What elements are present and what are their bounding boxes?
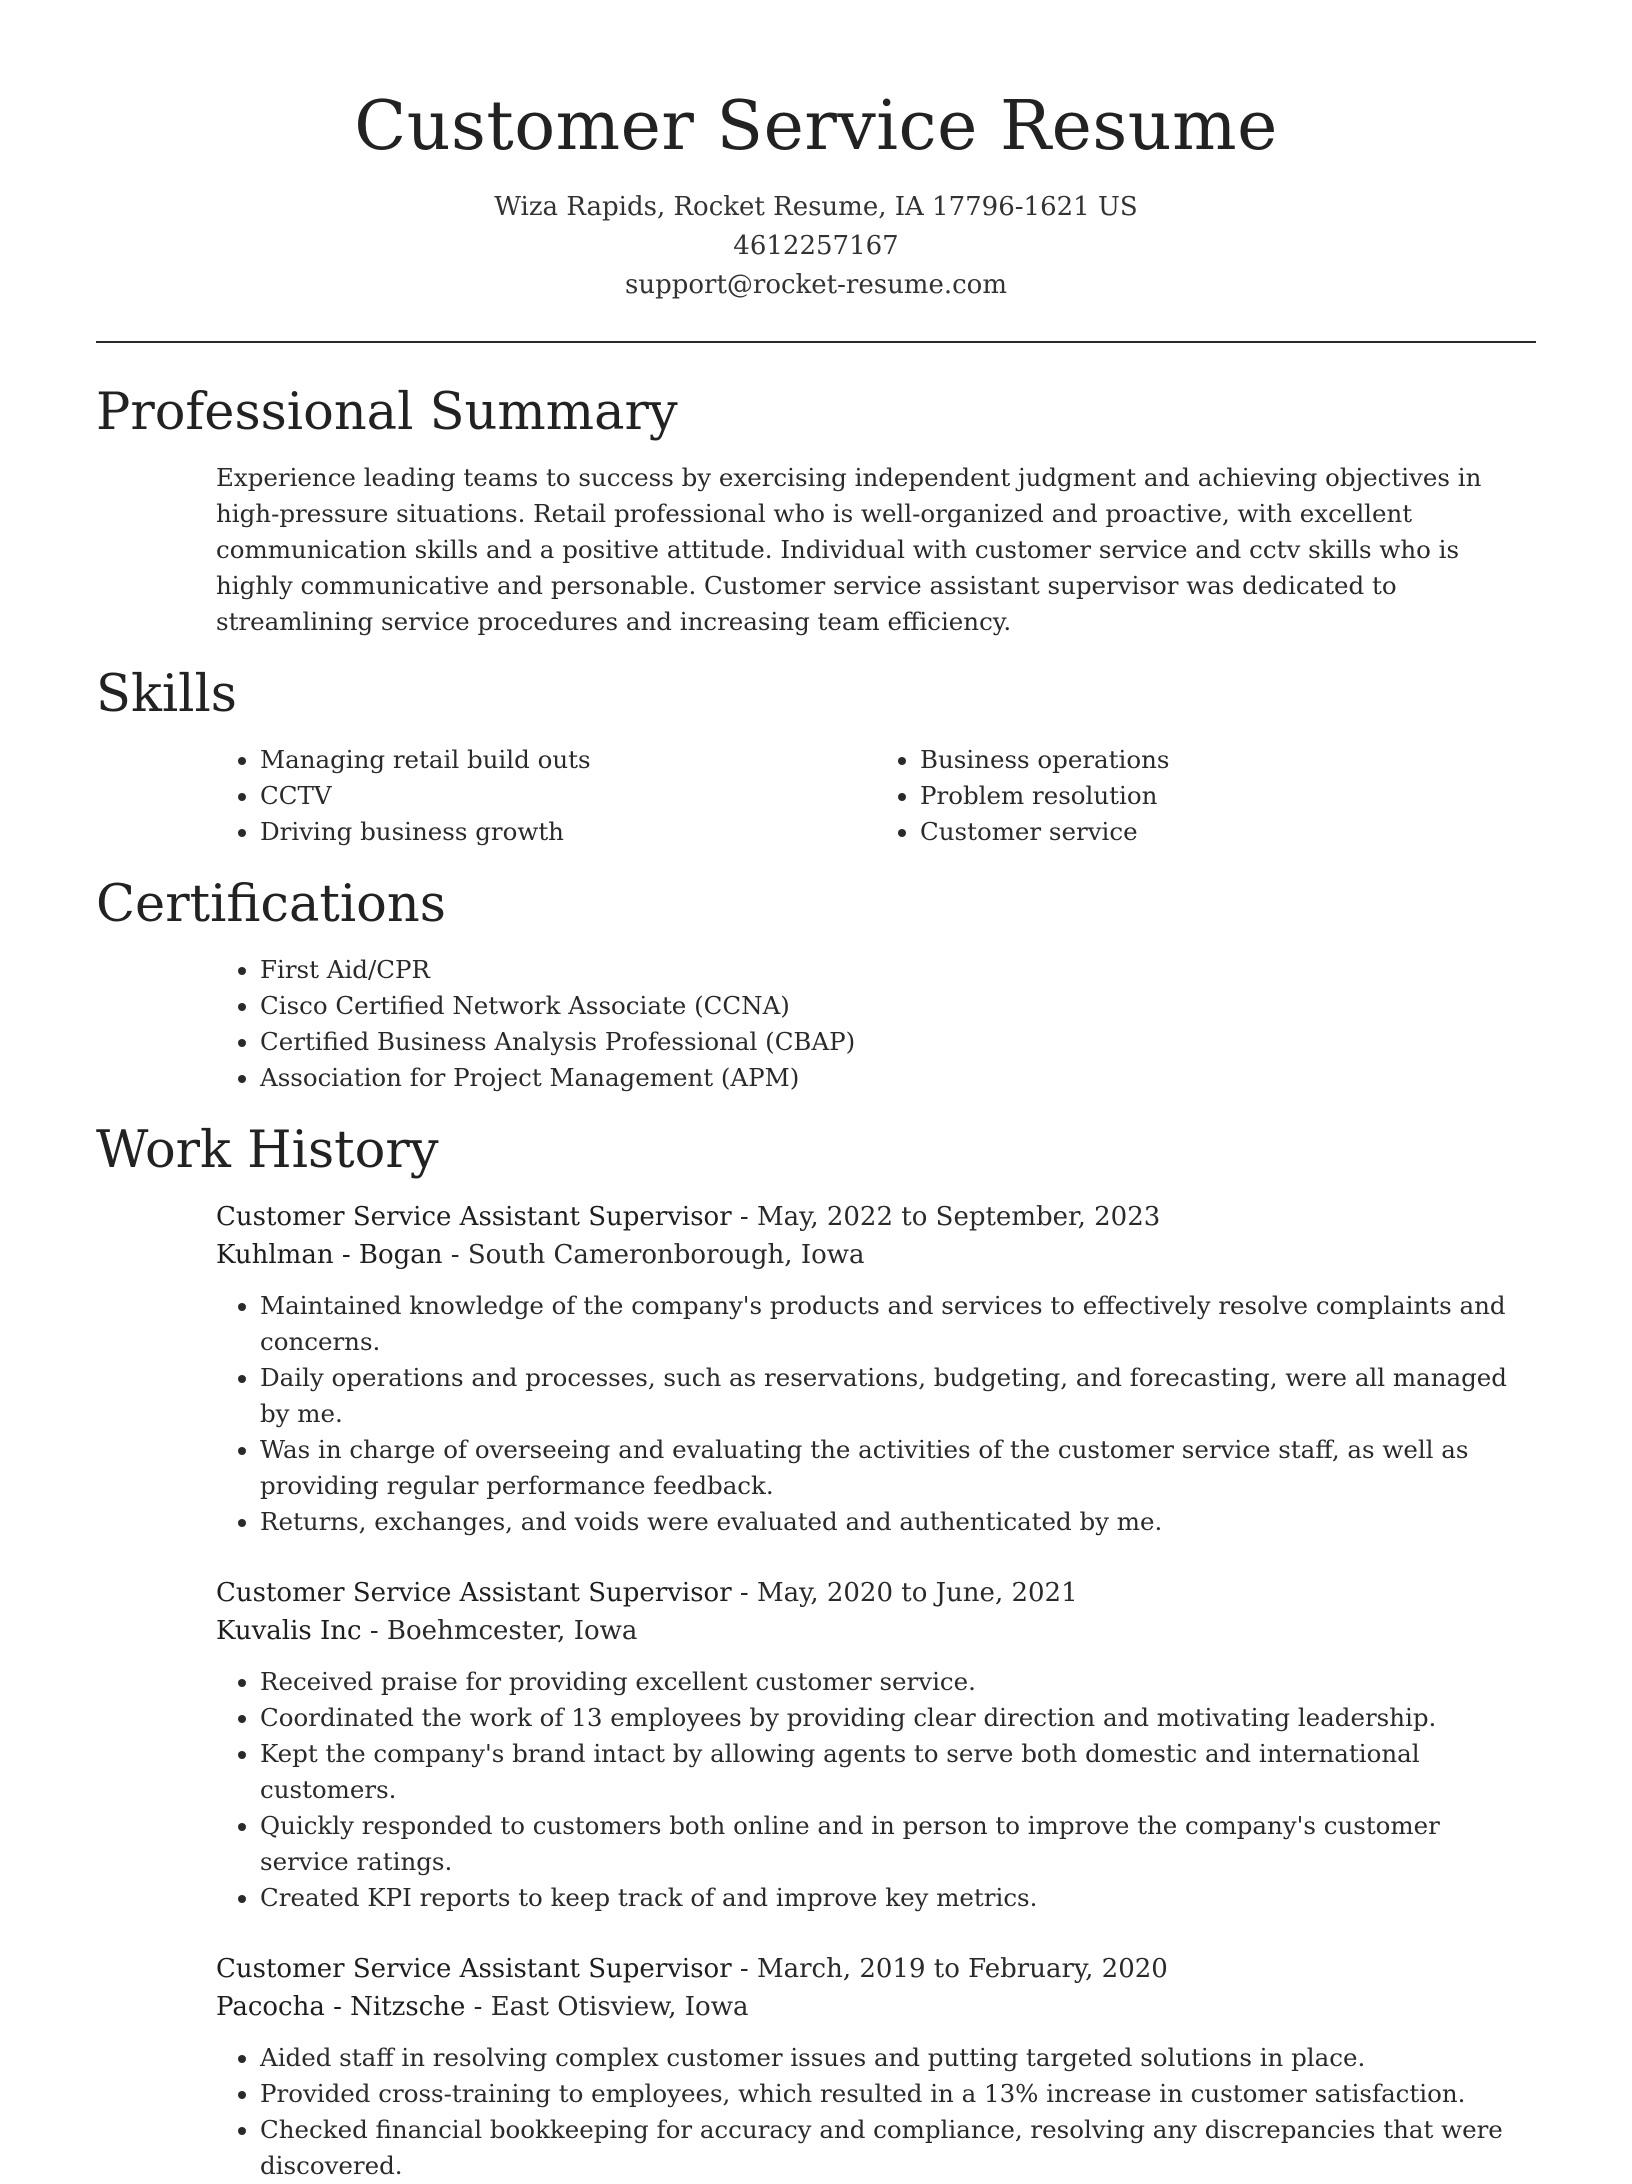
job-title-line: [216, 1198, 1536, 1236]
skill-item: • CCTV: [260, 778, 876, 814]
work-history-section: [96, 1118, 1536, 2184]
summary-text: Experience leading teams to success by exercising independent judgment and achieving objectives in high-pressure situations. Retail professional who is well-organized and proactive, with excellent communication skills and a positive attitude. Individual with customer service and cctv skills who is highly communicative and personable. Customer service assistant supervisor was dedicated to streamlining service procedures and increasing team efficiency.: [216, 463, 1482, 636]
job-bullet: • Aided staff in resolving complex customer issues and putting targeted solutions in place.: [260, 2040, 1536, 2076]
skill-item: • Driving business growth: [260, 814, 876, 850]
work-history-heading: Work History: [96, 1121, 439, 1180]
job-location: - South Cameronborough, Iowa: [442, 1240, 865, 1270]
certifications-section: [96, 872, 1536, 1096]
job-company: Pacocha - Nitzsche: [216, 1992, 466, 2022]
certification-item: • Association for Project Management (APM): [260, 1060, 1536, 1096]
job-bullet: • Coordinated the work of 13 employees by providing clear direction and motivating leadership.: [260, 1700, 1536, 1736]
skills-section: [96, 662, 1536, 850]
resume-title: Customer Service Resume: [354, 87, 1278, 166]
certifications-heading: Certifications: [96, 875, 446, 934]
job-bullet: • Returns, exchanges, and voids were evaluated and authenticated by me.: [260, 1504, 1536, 1540]
job-dates: - May, 2022 to September, 2023: [731, 1202, 1161, 1232]
skill-item: • Customer service: [920, 814, 1536, 850]
job-bullets: [216, 2040, 1536, 2184]
job-dates: - May, 2020 to June, 2021: [731, 1578, 1078, 1608]
job-bullet: • Provided cross-training to employees, which resulted in a 13% increase in customer satisfaction.: [260, 2076, 1536, 2112]
contact-email: support@rocket-resume.com: [624, 270, 1007, 300]
certification-item: • Certified Business Analysis Professional (CBAP): [260, 1024, 1536, 1060]
job-role: Customer Service Assistant Supervisor: [216, 1202, 732, 1232]
job-company-line: [216, 1612, 1536, 1650]
skill-item: • Managing retail build outs: [260, 742, 876, 778]
job-role: Customer Service Assistant Supervisor: [216, 1954, 732, 1984]
skill-item: • Business operations: [920, 742, 1536, 778]
job-title-line: [216, 1950, 1536, 1988]
job-company-line: [216, 1988, 1536, 2026]
job-bullet: • Kept the company's brand intact by allowing agents to serve both domestic and international customers.: [260, 1736, 1536, 1808]
resume-body: [96, 380, 1536, 2184]
job-company: Kuhlman - Bogan: [216, 1240, 443, 1270]
resume-header: [0, 0, 1632, 305]
job-location: - East Otisview, Iowa: [465, 1992, 749, 2022]
header-divider: [96, 341, 1536, 343]
summary-heading: Professional Summary: [96, 383, 678, 442]
summary-section: [96, 380, 1536, 640]
job-bullets: [216, 1664, 1536, 1916]
job-dates: - March, 2019 to February, 2020: [731, 1954, 1168, 1984]
contact-address: Wiza Rapids, Rocket Resume, IA 17796-1621 US: [494, 192, 1138, 222]
skills-heading: Skills: [96, 665, 237, 724]
skill-item: • Problem resolution: [920, 778, 1536, 814]
job-bullet: • Received praise for providing excellent customer service.: [260, 1664, 1536, 1700]
job-entry: [216, 1574, 1536, 1916]
skills-column-right: [876, 742, 1536, 850]
job-role: Customer Service Assistant Supervisor: [216, 1578, 732, 1608]
certifications-list: [216, 952, 1536, 1096]
job-location: - Boehmcester, Iowa: [361, 1616, 638, 1646]
job-company: Kuvalis Inc: [216, 1616, 362, 1646]
skills-grid: [216, 742, 1536, 850]
job-entry: [216, 1198, 1536, 1540]
job-bullet: • Quickly responded to customers both online and in person to improve the company's customer service ratings.: [260, 1808, 1536, 1880]
contact-phone: 4612257167: [733, 231, 899, 261]
skills-column-left: [216, 742, 876, 850]
job-entry: [216, 1950, 1536, 2184]
job-bullet: • Checked financial bookkeeping for accuracy and compliance, resolving any discrepancies that were discovered.: [260, 2112, 1536, 2184]
job-bullet: • Maintained knowledge of the company's products and services to effectively resolve complaints and concerns.: [260, 1288, 1536, 1360]
job-company-line: [216, 1236, 1536, 1274]
certification-item: • First Aid/CPR: [260, 952, 1536, 988]
job-bullet: • Was in charge of overseeing and evaluating the activities of the customer service staff, as well as providing regular performance feedback.: [260, 1432, 1536, 1504]
certification-item: • Cisco Certified Network Associate (CCNA): [260, 988, 1536, 1024]
job-bullet: • Daily operations and processes, such as reservations, budgeting, and forecasting, were all managed by me.: [260, 1360, 1536, 1432]
job-bullet: • Created KPI reports to keep track of and improve key metrics.: [260, 1880, 1536, 1916]
job-title-line: [216, 1574, 1536, 1612]
job-bullets: [216, 1288, 1536, 1540]
contact-info: [0, 188, 1632, 305]
